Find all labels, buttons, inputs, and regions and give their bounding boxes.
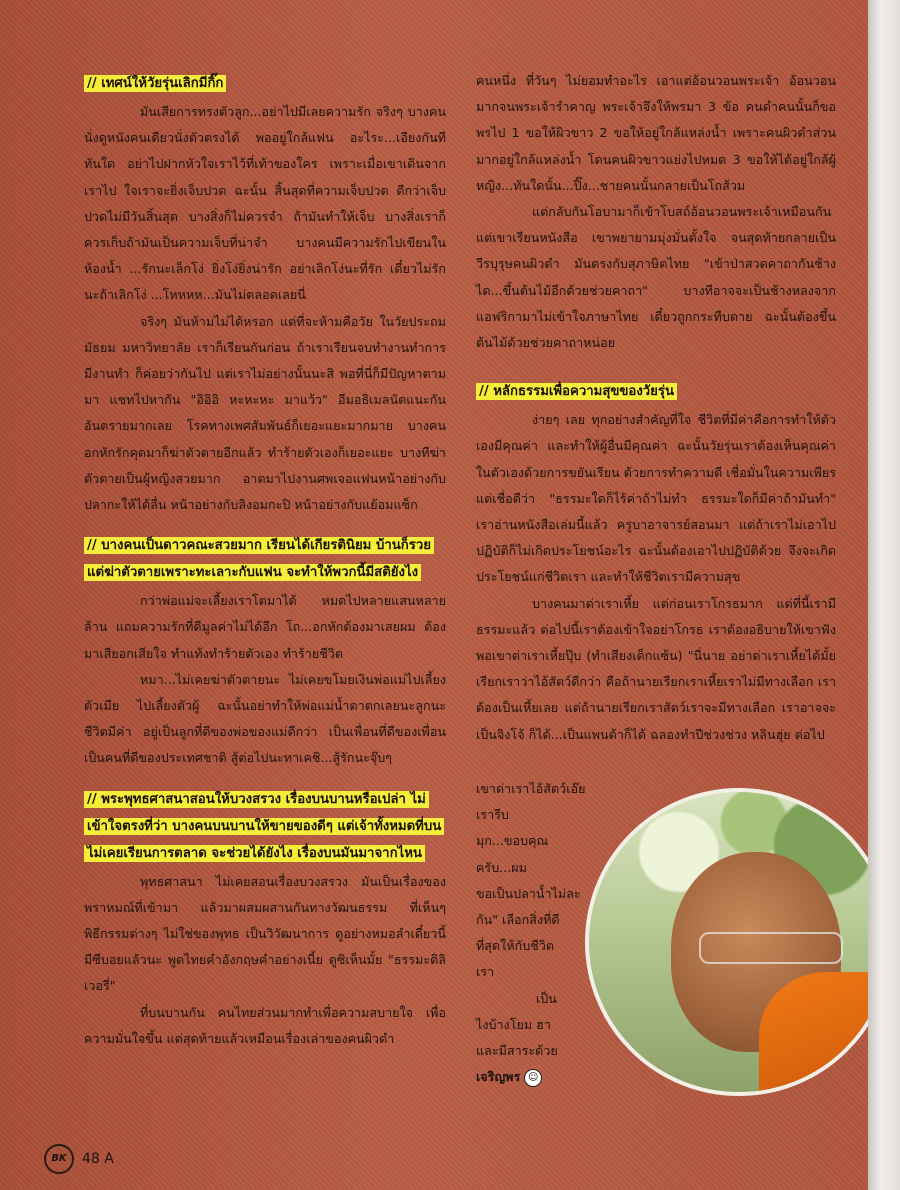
magazine-logo-icon: BK bbox=[44, 1144, 74, 1174]
heading-highlight: // บางคนเป็นดาวคณะสวยมาก เรียนได้เกียรตินิยม บ้านก็รวย แต่ฆ่าตัวตายเพราะทะเลาะกับแฟน จะทำให้พวกนี้มีสติยังไง bbox=[84, 537, 434, 581]
paragraph: แต่กลับกันโอบามาก็เข้าโบสถ์อ้อนวอนพระเจ้าเหมือนกัน แต่เขาเรียนหนังสือ เขาพยายามมุ่งมั่นตั้งใจ จนสุดท้ายกลายเป็นวีรบุรุษคนผิวดำ มันตรงกับสุภาษิตไทย "เข้าป่าสวดคาถากันช้างได...ขึ้นต้นไม้อีกด้วยช่วยคาถา" บางทีอาจจะเป็นช้างหลงจากแอฟริกามาไม่เข้าใจภาษาไทย เดี๋ยวถูกกระทืบตาย ฉะนั้นต้องขึ้นต้นไม้ด้วยช่วยคาถาหน่อย bbox=[476, 204, 836, 351]
monk-portrait-photo bbox=[585, 788, 893, 1096]
side-line: ขอเป็นปลาน้ำไม่ละ bbox=[476, 885, 581, 901]
page-folio bbox=[44, 1144, 114, 1174]
paragraph: บางคนมาด่าเราเหี้ย แต่ก่อนเราโกรธมาก แต่ที่นี้เรามีธรรมะแล้ว ต่อไปนี้เราต้องเข้าใจอย่าโกรธ เราต้องอธิบายให้เขาฟัง พอเขาด่าเราเหี้ยปุ๊บ (ทำเสียงเด็กแซ้น) "นี่นาย อย่าด่าเราเหี้ยได้มั้ย เรียกเราว่าไอ้สัตว์ดีกว่า คือถ้านายเรียกเราเหี้ยเราไม่มีทางเลือก เราต้องเป็นเหี้ยเลย แต่ถ้านายเรียกเราสัตว์เราจะมีทางเลือก เราอาจจะเป็นจิงโจ้ ก็ได้...เป็นแพนด้าก็ได้ ฉลองทำปีช่วงช่วง หลินฮุ่ย ต่อไป bbox=[476, 595, 836, 742]
paragraph: หมา...ไม่เคยฆ่าตัวตายนะ ไม่เคยขโมยเงินพ่อแม่ไปเลี้ยงตัวเมีย ไปเลี้ยงตัวผู้ ฉะนั้นอย่าทำให้พ่อแม่น้ำตาตกเลยนะลูกนะ ชีวิตมีค่า อยู่เป็นลูกที่ดีของพ่อของแม่ดีกว่า เป็นเพื่อนที่ดีของเพื่อน เป็นคนที่ดีของประเทศชาติ สู้ต่อไปนะทาเคชิ...สู้รักนะจุ๊บๆ bbox=[84, 671, 446, 766]
paragraph: คนหนึ่ง ที่วันๆ ไม่ยอมทำอะไร เอาแต่อ้อนวอนพระเจ้า อ้อนวอนมากจนพระเจ้ารำคาญ พระเจ้าจึงให้พรมา 3 ข้อ คนดำคนนั้นก็ขอพรไป 1 ขอให้ผิวขาว 2 ขอให้อยู่ใกล้แหล่งน้ำ เพราะคนผิวดำส่วนมากอยู่ใกล้แหล่งน้ำ โดนคนผิวขาวแย่งไปหมด 3 ขอให้ได้อยู่ใกล้ผู้หญิง...ทันใดนั้น...ปิ๊ง...ชายคนนั้นกลายเป็นโถส้วม bbox=[476, 73, 836, 193]
paragraph: ที่บนบานกัน คนไทยส่วนมากทำเพื่อความสบายใจ เพื่อความมั่นใจขึ้น แต่สุดท้ายแล้วเหมือนเรื่องเล่าของคนผิวดำ bbox=[84, 1004, 446, 1046]
heading-highlight: // พระพุทธศาสนาสอนให้บวงสรวง เรื่องบนบานหรือเปล่า ไม่เข้าใจตรงที่ว่า บางคนบนบานให้ขายของดีๆ แต่เจ้าทั้งหมดที่บน ไม่เคยเรียนการตลาด จะช่วยได้ยังไง เรื่องบนมันมาจากไหน bbox=[84, 791, 444, 862]
section-heading bbox=[84, 70, 446, 97]
heading-highlight: // หลักธรรมเพื่อความสุขของวัยรุ่น bbox=[476, 383, 677, 400]
portrait-glasses bbox=[699, 932, 843, 964]
side-line: เรา bbox=[476, 964, 495, 980]
paragraph: กว่าพ่อแม่จะเลี้ยงเราโตมาได้ หมดไปหลายแสนหลายล้าน แถมความรักที่ดีมูลค่าไม่ได้อีก โถ...อกหักต้องมาเสยผม ต้องมาเสียอกเสียใจ ทำแท้งทำร้ายตัวเอง ทำร้ายชีวิต bbox=[84, 593, 446, 661]
side-line: ไงบ้างโยม ฮา bbox=[476, 1016, 551, 1032]
left-column bbox=[84, 70, 446, 1052]
paragraph: จริงๆ มันห้ามไม่ได้หรอก แต่ที่จะห้ามคือวัย ในวัยประถม มัธยม มหาวิทยาลัย เราก็เรียนกันก่อน ถ้าเราเรียนจบทำงานทำการมีงานทำ ก็ค่อยว่ากันไป แต่เราไม่อย่างนั้นนะสิ พอที่นี่ก็มีปัญหาตามมา แชทไปหากัน "อิอิอิ หะหะหะ มาแว้ว" อีมอธิเมลนัดแนะกัน อันตรายมากเลย โรคทางเพศสัมพันธ์ก็เยอะแยะมากมาย บางคนอกหักรักคุดมาก็ฆ่าตัวตายอีกแล้ว ทำร้ายตัวเองก็เยอะแยะ บางทีฆ่าตัวตายเป็นผู้หญิงสวยมาก อาตมาไปงานศพเจอแฟนหน้าอย่างกับปลากะให้ได้ลื่น หน้าอย่างกับลิงอมกะปิ หน้าอย่างกับแย้อมแซ็ก bbox=[84, 313, 446, 513]
section-heading bbox=[476, 378, 836, 405]
signoff: เจริญพร bbox=[476, 1069, 521, 1085]
right-column bbox=[476, 68, 836, 748]
next-page-edge bbox=[868, 0, 900, 1190]
page-number: 48 A bbox=[82, 1151, 114, 1167]
side-line: และมีสาระด้วย bbox=[476, 1043, 558, 1059]
smiley-icon: ☺ bbox=[524, 1069, 542, 1087]
paragraph: พุทธศาสนา ไม่เคยสอนเรื่องบวงสรวง มันเป็นเรื่องของพราหมณ์ที่เข้ามา แล้วมาผสมผสานกันทางวัฒนธรรม ที่เห็นๆ พิธีกรรมต่างๆ ไม่ใช่ของพุทธ เป็นวิวัฒนาการ ดูอย่างหมอลำเดี๋ยวนี้มีซีบอยแล้วนะ พูดไทยคำอังกฤษคำอย่างเนี้ย ดูซิเห็นมั้ย "ธรรมะดิลิเวอรี่" bbox=[84, 873, 446, 994]
side-line: กัน" เลือกสิ่งที่ดี bbox=[476, 912, 560, 928]
heading-highlight: // เทศน์ให้วัยรุ่นเลิกมีกิ๊ก bbox=[84, 75, 226, 92]
side-line: เป็น bbox=[536, 990, 557, 1006]
side-line: ที่สุดให้กับชีวิต bbox=[476, 938, 555, 954]
section-heading bbox=[84, 532, 446, 586]
section-heading bbox=[84, 786, 446, 867]
photo-side-text bbox=[476, 776, 596, 1090]
side-line: เขาด่าเราไอ้สัตว์เอ๊ย เรารีบ bbox=[476, 781, 586, 823]
paragraph: มันเสียการทรงตัวลูก...อย่าไปมีเลยความรัก จริงๆ บางคนนั่งดูหนังคนเดียวนั่งตัวตรงได้ พออยู่ใกล้แฟน อะไระ...เอียงกันทีทันใด อย่าไปฝากหัวใจเราไว้ที่เท้าของใคร เพราะเมื่อเขาเดินจากเราไป ใจเราจะยิ่งเจ็บปวด ฉะนั้น สิ้นสุดที่ความเจ็บปวด ดีกว่าเจ็บปวดไม่มีวันสิ้นสุด บางสิ่งก็ไม่ควรจำ ถ้ามันทำให้เจ็บ บางสิ่งเราก็ควรเก็บถ้ามันเป็นความเจ็บที่น่าจำ บางคนมีความรักไปเขียนในห้องน้ำ ...รักนะเล็กโง่ ยิ่งโง่ยิ่งน่ารัก อย่าเลิกโง่นะที่รัก เดี๋ยวไม่รักนะถ้าเลิกโง่ ...โหหหห...มันไม่ตลอดเลยนี่ bbox=[84, 104, 446, 303]
signoff-line bbox=[476, 1064, 596, 1090]
side-line: มุก...ขอบคุณครับ...ผม bbox=[476, 833, 549, 875]
paragraph: ง่ายๆ เลย ทุกอย่างสำคัญที่ใจ ชีวิตที่มีค่าคือการทำให้ตัวเองมีคุณค่า และทำให้ผู้อื่นมีคุณค่า ฉะนั้นวัยรุ่นเราต้องเห็นคุณค่าในตัวเองด้วยการขยันเรียน ด้วยการทำความดี เชื่อมั่นในความเพียร แต่เชื่อดีว่า "ธรรมะใดก็ไร้ค่าถ้าไม่ทำ ธรรมะใดก็มีค่าถ้ามันทำ" เราอ่านหนังสือเล่มนี้แล้ว ครูบาอาจารย์สอนมา แต่ถ้าเราไม่เอาไปปฏิบัติก็ไม่เกิดประโยชน์อะไร ฉะนั้นต้องเอาไปปฏิบัติด้วย จึงจะเกิดประโยชน์แก่ชีวิตเรา และทำให้ชีวิตเรามีความสุข bbox=[476, 412, 836, 585]
